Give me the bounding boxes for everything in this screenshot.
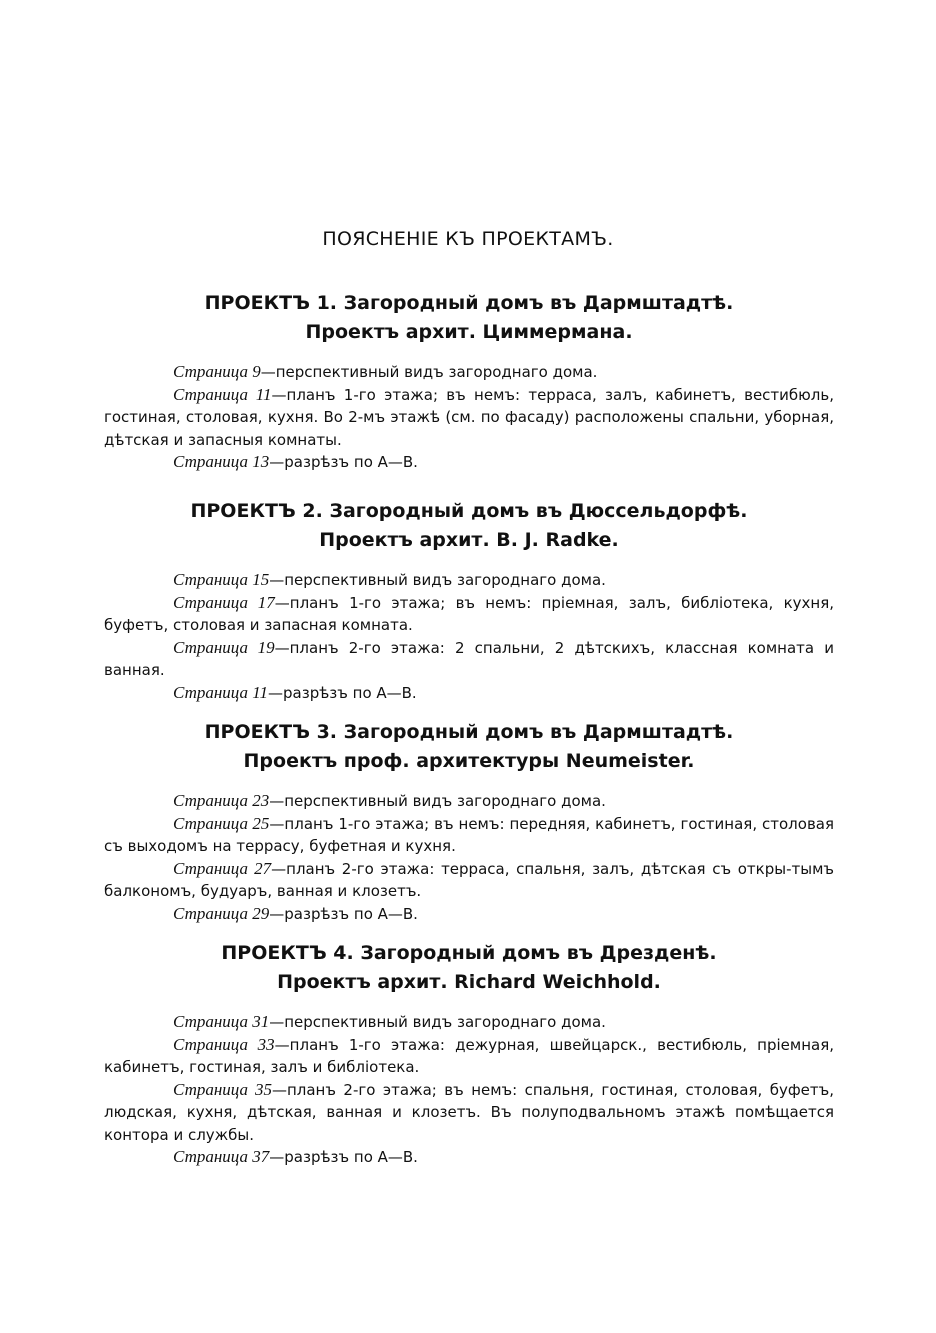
entry-description: —планъ 1-го этажа; въ немъ: терраса, залъ, кабинетъ, вестибюль, гостиная, столовая, кухня. Во 2-мъ этажѣ (см. по фасаду) расположены спальни, уборная, дѣтская и запасныя комнаты. [104, 385, 834, 449]
page-entry [104, 813, 834, 858]
page-reference: Страница 27 [173, 858, 272, 878]
page-entry [104, 361, 834, 384]
page-reference: Страница 17 [173, 592, 275, 612]
project-heading [104, 939, 834, 997]
project-architect: Проектъ архит. Циммермана. [305, 321, 633, 343]
page-reference: Страница 25 [173, 813, 270, 833]
page-entry [104, 1146, 834, 1169]
page-entry [104, 637, 834, 682]
entry-description: —разрѣзъ по А—В. [269, 1148, 418, 1166]
project-heading [104, 497, 834, 555]
page-entry [104, 592, 834, 637]
project-title: ПРОЕКТЪ 4. Загородный домъ въ Дрезденѣ. [221, 942, 717, 964]
page-entry [104, 1079, 834, 1147]
project-4 [104, 939, 834, 1169]
page-entry [104, 790, 834, 813]
project-title: ПРОЕКТЪ 1. Загородный домъ въ Дармштадтѣ. [204, 292, 734, 314]
entry-description: —разрѣзъ по А—В. [269, 453, 418, 471]
project-2 [104, 497, 834, 704]
page-reference: Страница 11 [173, 384, 272, 404]
project-1 [104, 289, 834, 474]
page-reference: Страница 23 [173, 791, 270, 810]
page-reference: Страница 11 [173, 682, 268, 702]
project-heading [104, 289, 834, 347]
project-title: ПРОЕКТЪ 3. Загородный домъ въ Дармштадтѣ. [204, 721, 734, 743]
entry-description: —перспективный видъ загороднаго дома. [269, 792, 606, 810]
page-entry [104, 1011, 834, 1034]
entry-description: —перспективный видъ загороднаго дома. [269, 1013, 606, 1031]
entry-description: —перспективный видъ загороднаго дома. [269, 571, 606, 589]
entry-description: —разрѣзъ по А—В. [269, 904, 418, 923]
page-reference: Страница 31 [173, 1012, 270, 1031]
page-entry [104, 682, 834, 705]
project-title: ПРОЕКТЪ 2. Загородный домъ въ Дюссельдорфѣ. [190, 500, 748, 522]
page-reference: Страница 13 [173, 452, 270, 471]
page-entry [104, 858, 834, 903]
entry-description: —планъ 2-го этажа: 2 спальни, 2 дѣтскихъ, классная комната и ванная. [104, 638, 834, 679]
page-entry [104, 451, 834, 474]
project-architect: Проектъ архит. Richard Weichhold. [277, 971, 661, 993]
entry-description: —разрѣзъ по А—В. [268, 683, 417, 702]
page-entry [104, 569, 834, 592]
project-architect: Проектъ проф. архитектуры Neumeister. [243, 750, 695, 772]
page-reference: Страница 9 [173, 362, 261, 381]
entry-description: —планъ 1-го этажа; въ немъ: передняя, кабинетъ, гостиная, столовая съ выходомъ на террасу, буфетная и кухня. [104, 814, 835, 855]
page-entry [104, 903, 834, 926]
page-entry [104, 384, 834, 452]
page-title: ПОЯСНЕНІЕ КЪ ПРОЕКТАМЪ. [322, 228, 614, 250]
project-architect: Проектъ архит. B. J. Radke. [319, 529, 619, 551]
entry-description: —планъ 1-го этажа; въ немъ: пріемная, залъ, библіотека, кухня, буфетъ, столовая и запасная комната. [104, 593, 835, 634]
page-reference: Страница 19 [173, 637, 275, 657]
entry-description: —планъ 2-го этажа: терраса, спальня, залъ, дѣтская съ откры-тымъ балкономъ, будуаръ, ванная и клозетъ. [104, 859, 834, 900]
project-heading [104, 718, 834, 776]
page-reference: Страница 29 [173, 903, 270, 923]
page-reference: Страница 15 [173, 570, 270, 589]
entry-description: —планъ 2-го этажа; въ немъ: спальня, гостиная, столовая, буфетъ, людская, кухня, дѣтская, ванная и клозетъ. Въ полуподвальномъ этажѣ помѣщается контора и службы. [104, 1080, 834, 1144]
page-reference: Страница 37 [173, 1147, 270, 1166]
entry-description: —перспективный видъ загороднаго дома. [260, 363, 598, 381]
page-entry [104, 1034, 834, 1079]
entry-description: —планъ 1-го этажа: дежурная, швейцарск., вестибюль, пріемная, кабинетъ, гостиная, залъ и библіотека. [104, 1035, 835, 1076]
project-3 [104, 718, 834, 925]
page-reference: Страница 35 [173, 1079, 272, 1099]
page-reference: Страница 33 [173, 1034, 275, 1054]
